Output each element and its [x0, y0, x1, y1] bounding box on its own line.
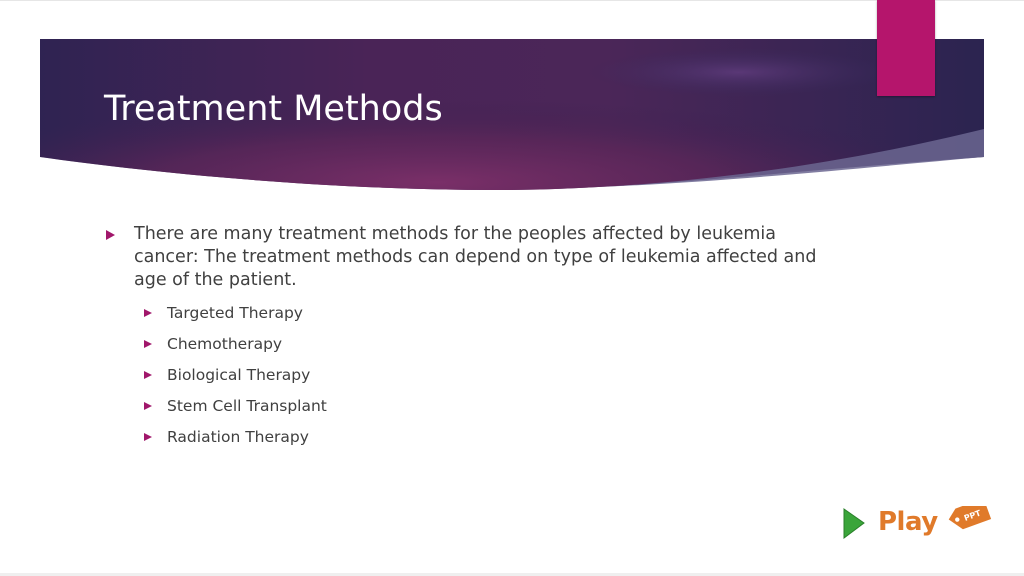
bullet-arrow-icon: [144, 402, 152, 410]
list-item: [106, 365, 836, 385]
list-item: [106, 334, 836, 354]
sub-bullet-text: Stem Cell Transplant: [167, 397, 327, 415]
bullet-arrow-icon: [144, 371, 152, 379]
slide-title: Treatment Methods: [104, 89, 443, 129]
main-bullet-text: There are many treatment methods for the peoples affected by leukemia cancer: The treatment methods can depend on type of leukemia affected and age of the patient.: [134, 224, 817, 290]
content-area: [106, 223, 836, 458]
bullet-arrow-icon: [144, 309, 152, 317]
top-divider: [0, 0, 1024, 1]
list-item: [106, 396, 836, 416]
sub-bullet-text: Targeted Therapy: [167, 304, 303, 322]
ppt-tag-icon: [946, 506, 991, 533]
sub-bullet-text: Chemotherapy: [167, 335, 283, 353]
sub-bullet-text: Radiation Therapy: [167, 428, 309, 446]
sub-bullet-list: [106, 303, 836, 447]
play-triangle-icon: [844, 509, 864, 538]
list-item: [106, 427, 836, 447]
play-button[interactable]: [842, 506, 992, 544]
play-label: Play: [878, 507, 938, 537]
bullet-arrow-icon: [144, 340, 152, 348]
sub-bullet-text: Biological Therapy: [167, 366, 311, 384]
main-bullet: [106, 223, 836, 292]
ppt-tag-label: PPT: [962, 508, 983, 523]
bullet-arrow-icon: [144, 433, 152, 441]
list-item: [106, 303, 836, 323]
accent-tab: [877, 0, 935, 96]
bullet-arrow-icon: [106, 230, 115, 240]
